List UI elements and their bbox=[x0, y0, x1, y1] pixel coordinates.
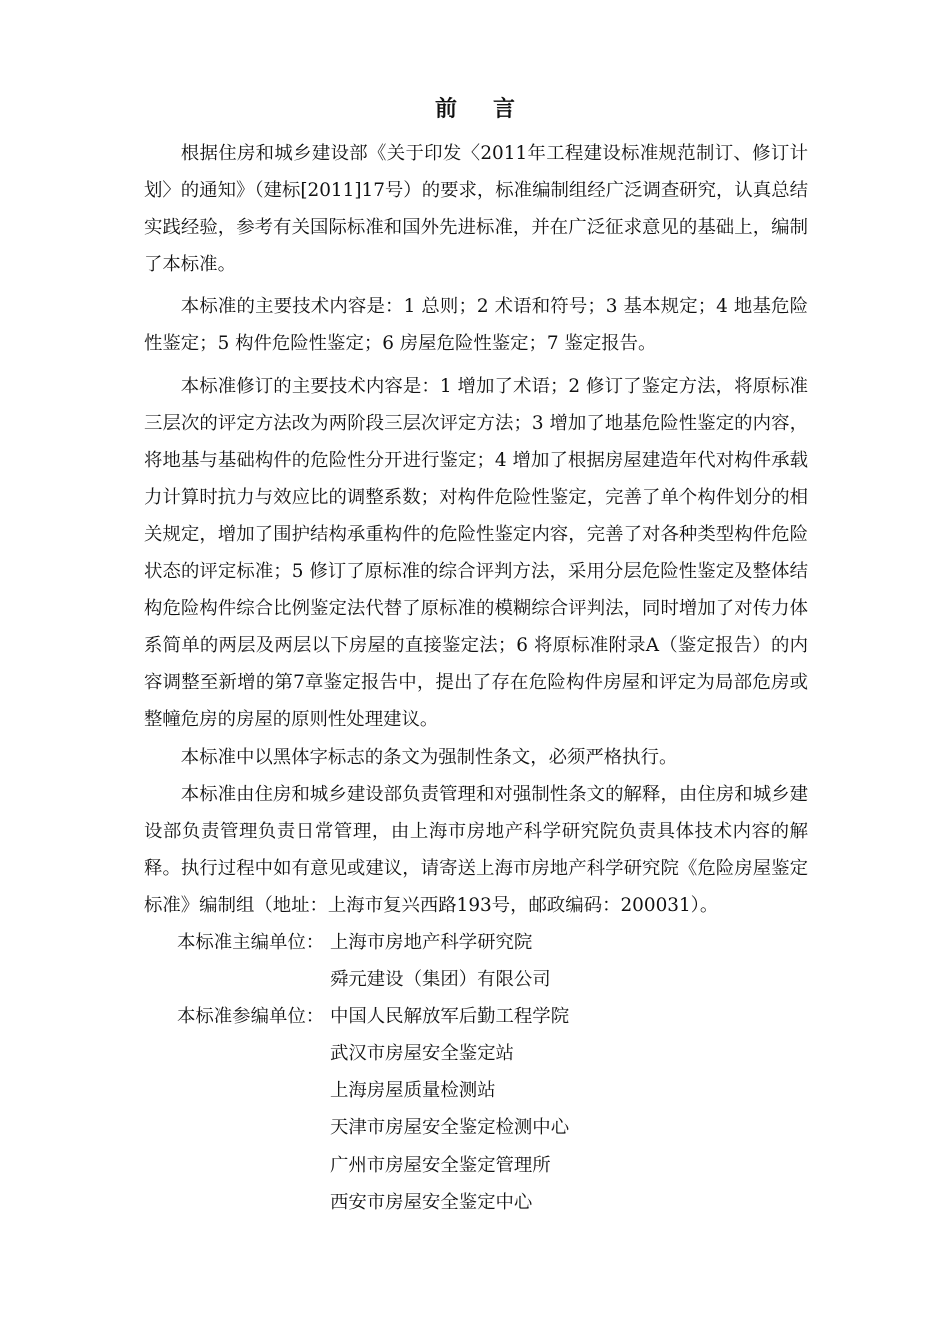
chief-unit-name: 舜元建设（集团）有限公司 bbox=[330, 969, 551, 991]
units-list bbox=[144, 924, 808, 1221]
participating-unit-row bbox=[144, 1184, 808, 1221]
participating-unit-name: 西安市房屋安全鉴定中心 bbox=[330, 1191, 533, 1213]
participating-unit-name: 上海房屋质量检测站 bbox=[330, 1080, 496, 1102]
paragraph-basis: 根据住房和城乡建设部《关于印发〈2011年工程建设标准规范制订、修订计划〉的通知》（建标[2011]17号）的要求，标准编制组经广泛调查研究，认真总结实践经验，参考有关国际标准和国外先进标准，并在广泛征求意见的基础上，编制了本标准。 bbox=[144, 143, 808, 276]
chief-units-label: 本标准主编单位： bbox=[177, 931, 325, 953]
participating-unit-name: 中国人民解放军后勤工程学院 bbox=[330, 1006, 570, 1028]
participating-unit-row bbox=[144, 1072, 808, 1109]
paragraph-revisions: 本标准修订的主要技术内容是：1 增加了术语；2 修订了鉴定方法，将原标准三层次的评定方法改为两阶段三层次评定方法；3 增加了地基危险性鉴定的内容，将地基与基础构件的危险性分开进行鉴定；4 增加了根据房屋建造年代对构件承载力计算时抗力与效应比的调整系数；对构件危险性鉴定，完善了单个构件划分的相关规定，增加了围护结构承重构件的危险性鉴定内容，完善了对各种类型构件危险状态的评定标准；5 修订了原标准的综合评判方法，采用分层危险性鉴定及整体结构危险构件综合比例鉴定法代替了原标准的模糊综合评判法，同时增加了对传力体系简单的两层及两层以下房屋的直接鉴定法；6 将原标准附录A（鉴定报告）的内容调整至新增的第7章鉴定报告中，提出了存在危险构件房屋和评定为局部危房或整幢危房的房屋的原则性处理建议。 bbox=[144, 375, 808, 731]
participating-unit-name: 广州市房屋安全鉴定管理所 bbox=[330, 1154, 551, 1176]
chief-unit-name: 上海市房地产科学研究院 bbox=[330, 931, 533, 953]
participating-unit-row bbox=[144, 1035, 808, 1072]
page-title: 前言 bbox=[434, 97, 551, 122]
participating-unit-row bbox=[144, 1147, 808, 1184]
participating-units-label: 本标准参编单位： bbox=[177, 1006, 325, 1028]
paragraph-main-content: 本标准的主要技术内容是：1 总则；2 术语和符号；3 基本规定；4 地基危险性鉴定；5 构件危险性鉴定；6 房屋危险性鉴定；7 鉴定报告。 bbox=[144, 296, 808, 355]
participating-unit-name: 武汉市房屋安全鉴定站 bbox=[330, 1043, 514, 1065]
paragraph-mandatory: 本标准中以黑体字标志的条文为强制性条文，必须严格执行。 bbox=[180, 746, 678, 768]
participating-unit-row bbox=[144, 1109, 808, 1146]
chief-unit-row bbox=[144, 924, 808, 961]
preface-body bbox=[144, 135, 808, 1221]
participating-unit-name: 天津市房屋安全鉴定检测中心 bbox=[330, 1117, 570, 1139]
chief-unit-row bbox=[144, 961, 808, 998]
participating-unit-row bbox=[144, 998, 808, 1035]
paragraph-management: 本标准由住房和城乡建设部负责管理和对强制性条文的解释，由住房和城乡建设部负责管理负责日常管理，由上海市房地产科学研究院负责具体技术内容的解释。执行过程中如有意见或建议，请寄送上海市房地产科学研究院《危险房屋鉴定标准》编制组（地址：上海市复兴西路193号，邮政编码：200031）。 bbox=[144, 783, 808, 916]
